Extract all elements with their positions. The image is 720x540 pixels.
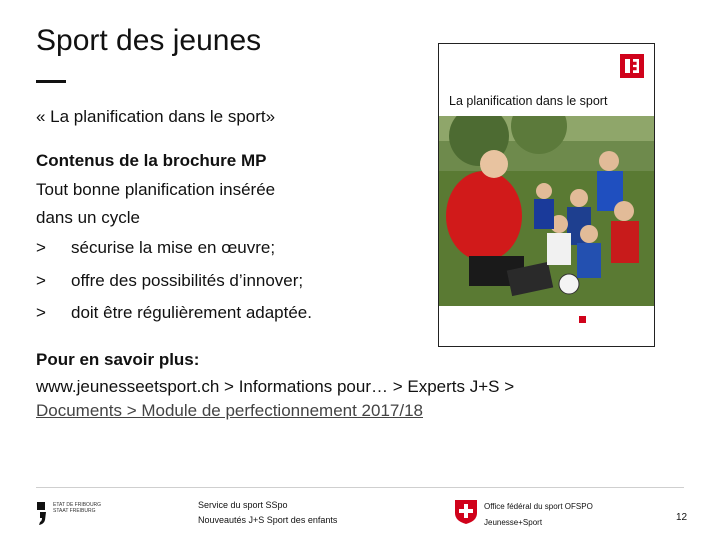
intro-line: dans un cycle [36, 208, 140, 227]
intro-line: Tout bonne planification insérée [36, 180, 276, 199]
link-text[interactable]: www.jeunesseetsport.ch > Informations pour… > Experts J+S > [36, 377, 515, 396]
ofspo-label: Office fédéral du sport OFSPO [484, 502, 593, 511]
js-logo-icon [620, 54, 644, 78]
children-soccer-photo [439, 116, 654, 306]
bullet-item [36, 238, 275, 258]
bullet-text: offre des possibilités d’innover; [71, 271, 304, 290]
bullet-marker: > [36, 238, 46, 257]
bullet-item [36, 303, 312, 323]
bullet-item [36, 271, 303, 291]
bullet-text: doit être régulièrement adaptée. [71, 303, 312, 322]
service-topic: Nouveautés J+S Sport des enfants [198, 515, 338, 525]
swiss-flag-icon [579, 316, 586, 323]
service-name: Service du sport SSpo [198, 500, 288, 510]
more-info-heading: Pour en savoir plus: [36, 350, 200, 369]
brochure-footer [439, 306, 654, 346]
footer-divider [36, 487, 684, 488]
fribourg-label: ETAT DE FRIBOURG STAAT FREIBURG [53, 502, 102, 514]
brochure-cover-image [438, 43, 655, 347]
js-label: Jeunesse+Sport [484, 518, 543, 527]
title-rule [36, 80, 66, 83]
fribourg-logo-icon [36, 500, 50, 526]
page-number: 12 [676, 512, 688, 523]
documents-link[interactable]: Documents > Module de perfectionnement 2017/18 [36, 401, 423, 420]
bullet-marker: > [36, 303, 46, 322]
bullet-text: sécurise la mise en œuvre; [71, 238, 276, 257]
slide-subtitle: « La planification dans le sport» [36, 107, 276, 126]
swiss-coat-of-arms-icon [454, 499, 478, 525]
brochure-title: La planification dans le sport [449, 94, 608, 108]
slide-title: Sport des jeunes [36, 24, 262, 57]
brochure-photo [439, 116, 654, 306]
bullet-marker: > [36, 271, 46, 290]
section-heading: Contenus de la brochure MP [36, 151, 267, 170]
